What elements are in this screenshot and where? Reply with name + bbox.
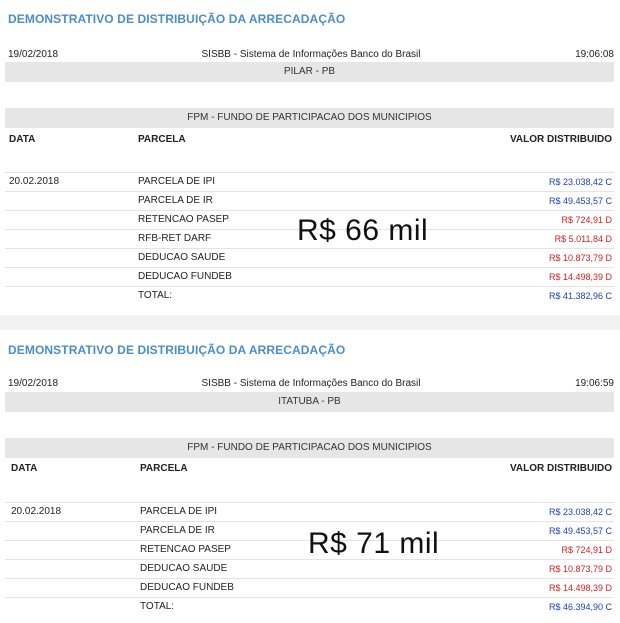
row-valor: R$ 14.498,39 D (548, 583, 612, 593)
report-system: SISBB - Sistema de Informações Banco do Brasil (201, 378, 421, 389)
table-row (5, 191, 614, 211)
row-parcela: RFB-RET DARF (138, 233, 212, 244)
row-parcela: TOTAL: (138, 290, 173, 301)
municipality-band: ITATUBA - PB (5, 392, 614, 412)
row-parcela: TOTAL: (140, 601, 175, 612)
row-valor: R$ 49.453,57 C (548, 196, 612, 206)
row-parcela: RETENCAO PASEP (140, 544, 231, 555)
row-parcela: PARCELA DE IPI (138, 176, 216, 187)
col-parcela-header: PARCELA (140, 463, 188, 474)
report-date: 19/02/2018 (8, 49, 59, 60)
report-date: 19/02/2018 (8, 378, 59, 389)
col-parcela-header: PARCELA (138, 134, 186, 145)
row-parcela: DEDUCAO FUNDEB (138, 271, 232, 282)
row-valor: R$ 10.873,79 D (548, 564, 612, 574)
report-time: 19:06:59 (575, 378, 614, 389)
col-data-header: DATA (11, 463, 38, 474)
table-row (5, 172, 614, 192)
row-parcela: PARCELA DE IPI (140, 506, 218, 517)
col-valor-header: VALOR DISTRIBUIDO (509, 463, 612, 474)
row-parcela: DEDUCAO SAUDE (140, 563, 228, 574)
row-valor: R$ 49.453,57 C (548, 526, 612, 536)
table-row (5, 597, 614, 617)
row-valor: R$ 14.498,39 D (548, 272, 612, 282)
table-row (5, 578, 614, 598)
row-valor: R$ 23.038,42 C (548, 177, 612, 187)
fund-band: FPM - FUNDO DE PARTICIPACAO DOS MUNICIPIOS (5, 108, 614, 128)
table-row (5, 267, 614, 287)
report-title: DEMONSTRATIVO DE DISTRIBUIÇÃO DA ARRECADAÇÃO (8, 12, 346, 26)
table-row (5, 502, 614, 522)
row-parcela: PARCELA DE IR (138, 195, 213, 206)
overlay-amount: R$ 66 mil (297, 214, 429, 247)
row-valor: R$ 23.038,42 C (548, 507, 612, 517)
row-valor: R$ 41.382,96 C (548, 291, 612, 301)
row-parcela: RETENCAO PASEP (138, 214, 229, 225)
row-valor: R$ 10.873,79 D (548, 253, 612, 263)
report-itatuba (0, 330, 620, 623)
table-row (5, 248, 614, 268)
row-valor: R$ 46.394,90 C (548, 602, 612, 612)
row-valor: R$ 724,91 D (561, 545, 612, 555)
report-system: SISBB - Sistema de Informações Banco do Brasil (201, 49, 421, 60)
row-parcela: DEDUCAO SAUDE (138, 252, 226, 263)
report-time: 19:06:08 (575, 49, 614, 60)
col-valor-header: VALOR DISTRIBUIDO (509, 134, 612, 145)
table-row (5, 559, 614, 579)
table-row (5, 286, 614, 306)
fund-band: FPM - FUNDO DE PARTICIPACAO DOS MUNICIPIOS (5, 438, 614, 458)
report-title: DEMONSTRATIVO DE DISTRIBUIÇÃO DA ARRECADAÇÃO (8, 343, 346, 357)
row-parcela: PARCELA DE IR (140, 525, 215, 536)
municipality-band: PILAR - PB (5, 62, 614, 82)
col-data-header: DATA (9, 134, 36, 145)
row-valor: R$ 724,91 D (561, 215, 612, 225)
row-valor: R$ 5.011,84 D (554, 234, 612, 244)
row-parcela: DEDUCAO FUNDEB (140, 582, 234, 593)
row-date: 20.02.2018 (9, 176, 60, 187)
row-date: 20.02.2018 (11, 506, 62, 517)
overlay-amount: R$ 71 mil (308, 527, 440, 560)
